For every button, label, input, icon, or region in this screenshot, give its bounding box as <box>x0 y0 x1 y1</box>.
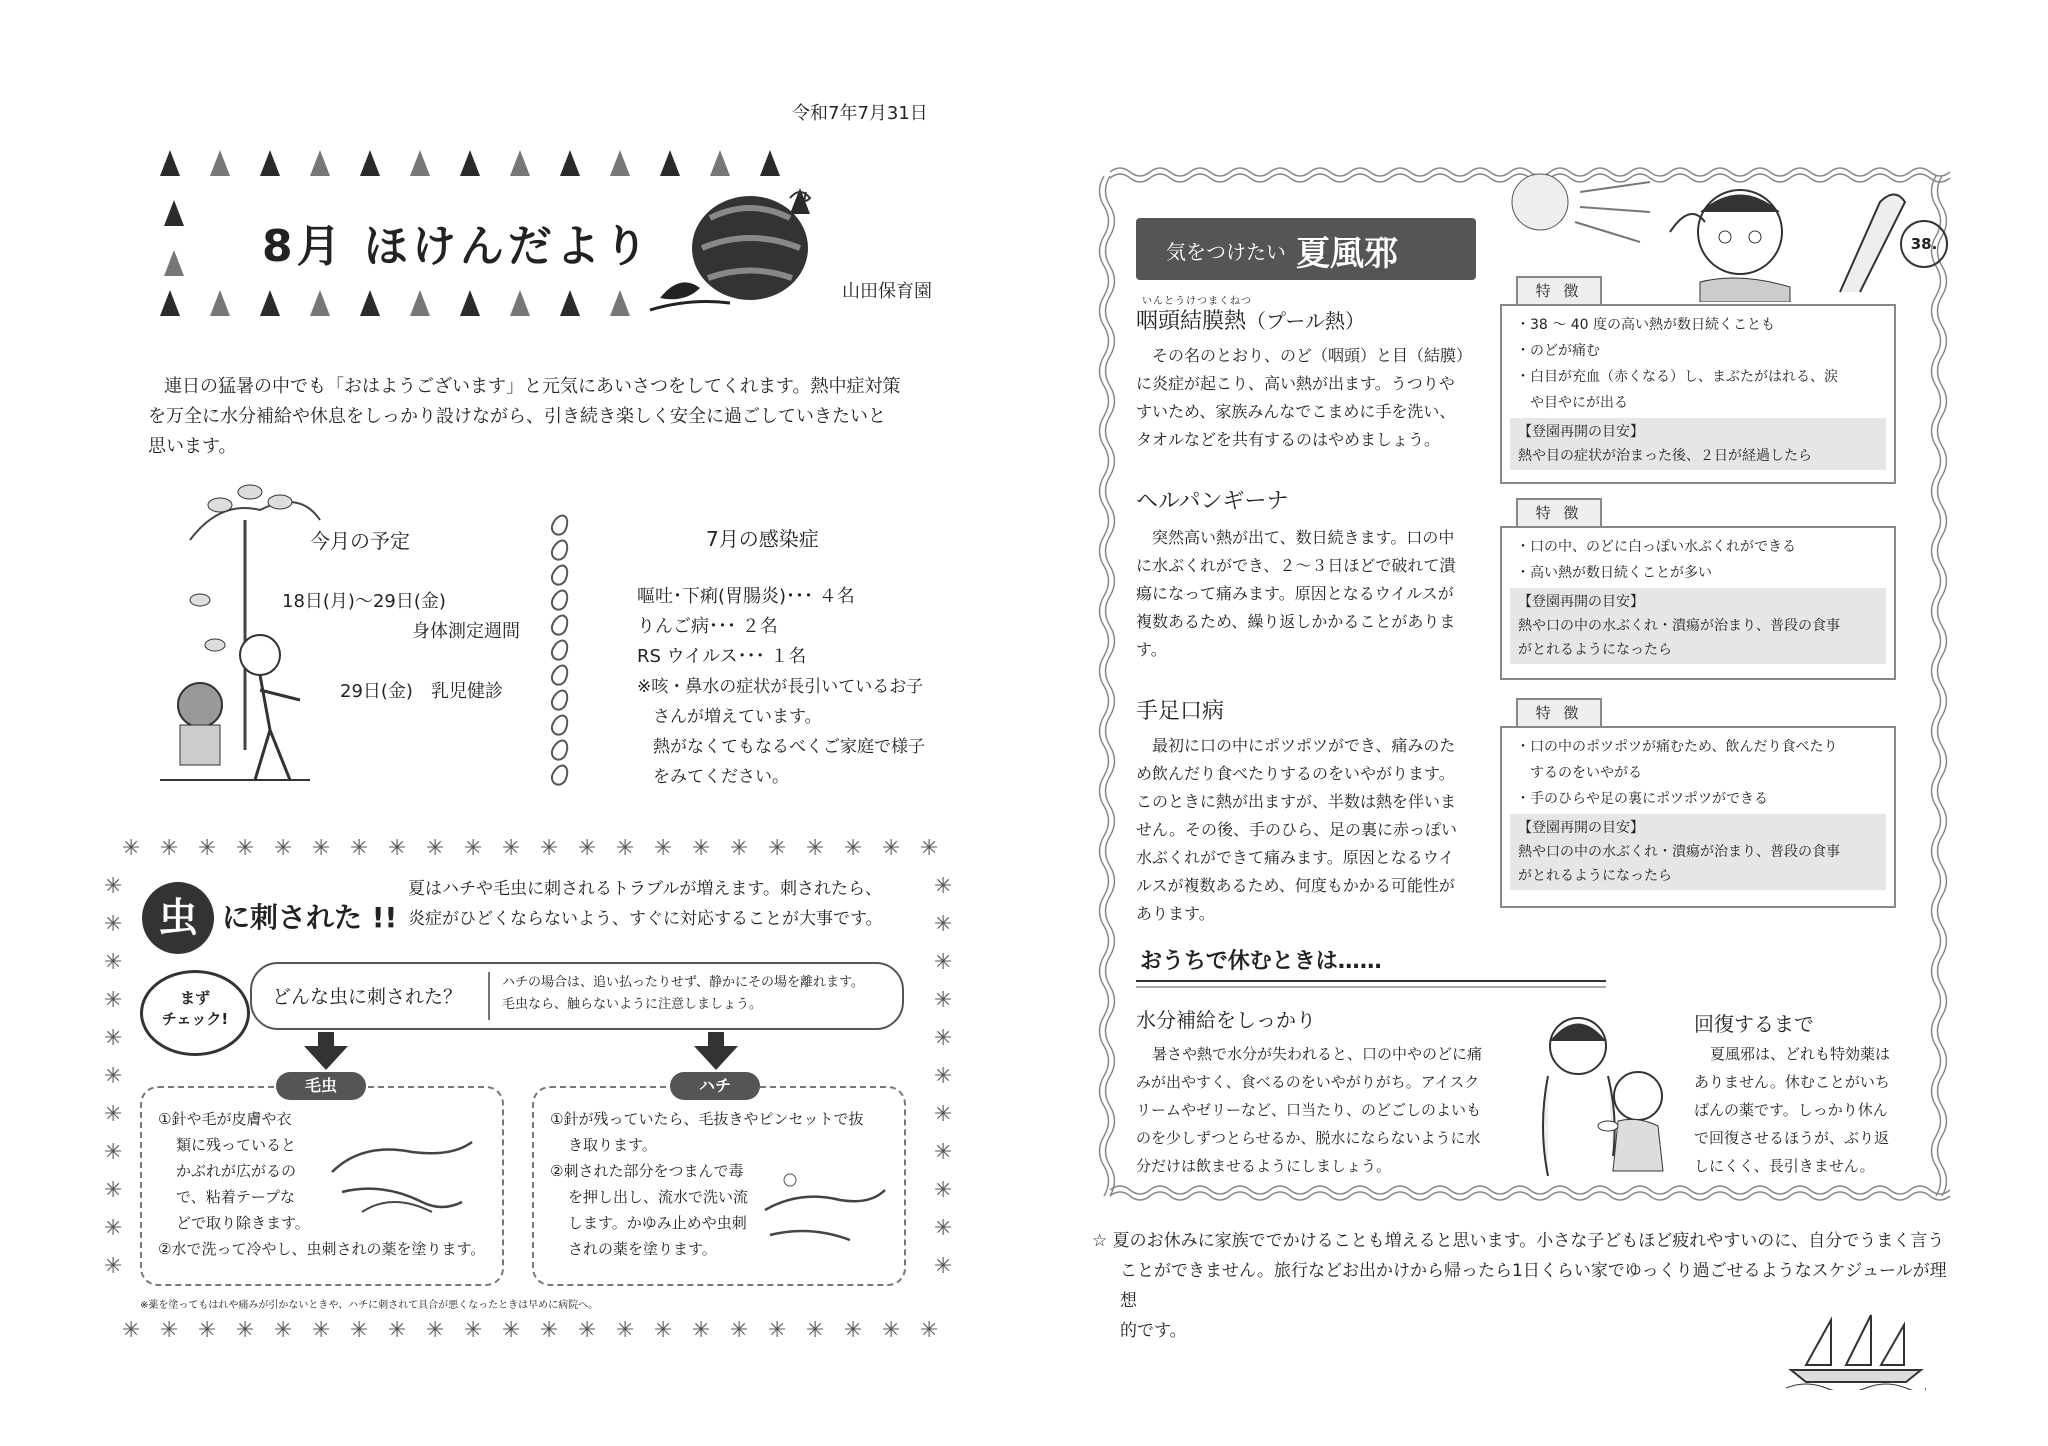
pool-reentry: 【登園再開の目安】 熱や目の症状が治まった後、２日が経過したら <box>1510 418 1886 470</box>
star-icon: ✳ <box>730 836 749 861</box>
water-title: 水分補給をしっかり <box>1136 1008 1316 1032</box>
intro-paragraph: 連日の猛暑の中でも「おはようございます」と元気にあいさつをしてくれます。熱中症対策 を万全に水分補給や休息をしっかり設けながら、引き続き楽しく安全に過ごしていきたいと 思います。 <box>148 376 901 457</box>
star-icon: ✳ <box>104 1216 123 1241</box>
star-icon: ✳ <box>350 1318 369 1343</box>
star-icon: ✳ <box>104 874 123 899</box>
check-badge: まず チェック! <box>140 970 250 1056</box>
star-icon: ✳ <box>350 836 369 861</box>
caterpillar-text: ①針や毛が皮膚や衣 類に残っていると かぶれが広がるの で、粘着テープな どで取り除きます。 ②水で洗って冷やし、虫刺されの薬を塗ります。 <box>158 1110 486 1258</box>
star-icon: ✳ <box>540 836 559 861</box>
star-icon: ✳ <box>768 1318 787 1343</box>
star-icon: ✳ <box>882 1318 901 1343</box>
star-icon: ✳ <box>844 1318 863 1343</box>
star-icon: ✳ <box>104 1254 123 1279</box>
pool-feature-tab: 特 徴 <box>1516 276 1602 304</box>
star-icon: ✳ <box>104 1140 123 1165</box>
newsletter-title: 8月 ほけんだより <box>262 221 652 272</box>
star-icon: ✳ <box>198 836 217 861</box>
star-icon: ✳ <box>934 1140 953 1165</box>
question-answer: ハチの場合は、追い払ったりせず、静かにその場を離れます。 毛虫なら、触らないように注意しましょう。 <box>502 975 864 1012</box>
hfmd-feature-tab: 特 徴 <box>1516 698 1602 726</box>
bug-title: に刺された !! <box>222 901 398 934</box>
star-icon: ✳ <box>426 836 445 861</box>
schedule-heading: 今月の予定 <box>310 529 410 553</box>
star-icon: ✳ <box>312 1318 331 1343</box>
star-icon: ✳ <box>934 1026 953 1051</box>
herpangina-feature-tab: 特 徴 <box>1516 498 1602 526</box>
star-icon: ✳ <box>882 836 901 861</box>
herpangina-feature-box: ・口の中、のどに白っぽい水ぶくれができる ・高い熱が数日続くことが多い 【登園再開の目安】 熱や口の中の水ぶくれ・潰瘍が治まり、普段の食事 がとれるようになったら <box>1500 526 1896 680</box>
star-icon: ✳ <box>654 836 673 861</box>
herpangina-body: 突然高い熱が出て、数日続きます。口の中 に水ぶくれができ、２～３日ほどで破れて潰 瘍になって痛みます。原因となるウイルスが 複数あるため、繰り返しかかることがありま す。 <box>1136 528 1456 659</box>
star-icon: ✳ <box>934 1064 953 1089</box>
star-icon: ✳ <box>388 836 407 861</box>
bee-text: ①針が残っていたら、毛抜きやピンセットで抜 き取ります。 ②刺された部分をつまんで毒 を押し出し、流水で洗い流 します。かゆみ止めや虫刺 されの薬を塗ります。 <box>550 1110 864 1258</box>
star-icon: ✳ <box>464 1318 483 1343</box>
recover-body: 夏風邪は、どれも特効薬は ありません。休むことがいち ばんの薬です。しっかり休ん で回復させるほうが、ぶり返 しにくく、長引きません。 <box>1694 1045 1891 1175</box>
schedule-line-2: 身体測定週間 <box>412 621 520 642</box>
rest-heading-rule <box>1136 980 1606 988</box>
star-icon: ✳ <box>934 1254 953 1279</box>
star-icon: ✳ <box>312 836 331 861</box>
schedule-line-3: 29日(金) 乳児健診 <box>340 681 503 702</box>
school-name: 山田保育園 <box>842 281 932 302</box>
star-icon: ✳ <box>502 836 521 861</box>
closing-note: ☆ 夏のお休みに家族ででかけることも増えると思います。小さな子どもほど疲れやすいのに、自分でうまく言う ことができません。旅行などお出かけから帰ったら1日くらい家でゆっくり過ごせるようなスケジュールが理想 的です。 <box>1092 1231 1947 1341</box>
star-icon: ✳ <box>934 988 953 1013</box>
question-text: どんな虫に刺された？ <box>272 986 463 1008</box>
summer-cold-banner: 気をつけたい 夏風邪 <box>1136 218 1476 280</box>
star-icon: ✳ <box>920 836 939 861</box>
water-body: 暑さや熱で水分が失われると、口の中やのどに痛 みが出やすく、食べるのをいやがりがち。アイスク リームやゼリーなど、口当たり、のどごしのよいも のを少しずつとらせるか、脱水にならないように水 分だけは飲ませるようにしましょう。 <box>1136 1045 1483 1175</box>
issue-date: 令和7年7月31日 <box>792 103 928 124</box>
bug-title-badge: 虫 <box>142 882 214 954</box>
star-icon: ✳ <box>464 836 483 861</box>
hfmd-reentry: 【登園再開の目安】 熱や口の中の水ぶくれ・潰瘍が治まり、普段の食事 がとれるようになったら <box>1510 814 1886 890</box>
herpangina-title: ヘルパンギーナ <box>1136 489 1289 514</box>
star-icon: ✳ <box>654 1318 673 1343</box>
star-icon: ✳ <box>934 912 953 937</box>
infection-heading: 7月の感染症 <box>706 527 819 551</box>
star-icon: ✳ <box>274 836 293 861</box>
star-icon: ✳ <box>236 1318 255 1343</box>
caterpillar-label: 毛虫 <box>276 1072 366 1100</box>
star-icon: ✳ <box>616 836 635 861</box>
star-icon: ✳ <box>934 950 953 975</box>
star-icon: ✳ <box>104 1026 123 1051</box>
star-icon: ✳ <box>806 1318 825 1343</box>
bee-label: ハチ <box>670 1072 760 1100</box>
pool-fever-body: その名のとおり、のど（咽頭）と目（結膜） に炎症が起こり、高い熱が出ます。うつりや すいため、家族みんなでこまめに手を洗い、 タオルなどを共有するのはやめましょう。 <box>1136 346 1473 449</box>
star-icon: ✳ <box>692 836 711 861</box>
mother-child-illustration <box>1508 1006 1688 1176</box>
star-icon: ✳ <box>104 1178 123 1203</box>
star-icon: ✳ <box>578 836 597 861</box>
recover-title: 回復するまで <box>1694 1012 1814 1036</box>
star-icon: ✳ <box>160 1318 179 1343</box>
hfmd-feature-box: ・口の中のポツポツが痛むため、飲んだり食べたり するのをいやがる ・手のひらや足の裏にポツポツができる 【登園再開の目安】 熱や口の中の水ぶくれ・潰瘍が治まり、普段の食事 がとれるようになったら <box>1500 726 1896 908</box>
star-icon: ✳ <box>104 1064 123 1089</box>
star-icon: ✳ <box>692 1318 711 1343</box>
star-icon: ✳ <box>578 1318 597 1343</box>
star-icon: ✳ <box>730 1318 749 1343</box>
star-icon: ✳ <box>274 1318 293 1343</box>
star-icon: ✳ <box>122 1318 141 1343</box>
herpangina-reentry: 【登園再開の目安】 熱や口の中の水ぶくれ・潰瘍が治まり、普段の食事 がとれるようになったら <box>1510 588 1886 664</box>
star-icon: ✳ <box>198 1318 217 1343</box>
pool-feature-box: ・38 ～ 40 度の高い熱が数日続くことも ・のどが痛む ・白目が充血（赤くなる）し、まぶたがはれる、涙 や目やにが出る 【登園再開の目安】 熱や目の症状が治まった後、２日が経過したら <box>1500 304 1896 484</box>
bug-description: 夏はハチや毛虫に刺されるトラブルが増えます。刺されたら、 炎症がひどくならないよう、すぐに対応することが大事です。 <box>408 879 883 929</box>
star-icon: ✳ <box>502 1318 521 1343</box>
star-icon: ✳ <box>104 1102 123 1127</box>
star-icon: ✳ <box>104 988 123 1013</box>
bug-footnote: ※薬を塗ってもはれや痛みが引かないときや、ハチに刺されて具合が悪くなったときは早めに病院へ。 <box>140 1300 599 1311</box>
star-icon: ✳ <box>426 1318 445 1343</box>
star-icon: ✳ <box>160 836 179 861</box>
pool-fever-ruby: いんとうけつまくねつ <box>1142 296 1252 307</box>
star-icon: ✳ <box>934 1102 953 1127</box>
pool-fever-title: 咽頭結膜熱（プール熱） <box>1136 309 1366 334</box>
star-icon: ✳ <box>616 1318 635 1343</box>
star-icon: ✳ <box>388 1318 407 1343</box>
star-icon: ✳ <box>934 1216 953 1241</box>
star-icon: ✳ <box>122 836 141 861</box>
thermometer-badge: 38. <box>1900 220 1948 268</box>
infection-list: 嘔吐･下痢(胃腸炎)･･･ ４名 りんご病･･･ ２名 RS ウイルス･･･ １名 ※咳・鼻水の症状が長引いているお子 さんが増えています。 熱がなくてもなるべくご家庭で様子 をみてください。 <box>637 586 925 787</box>
schedule-line-1: 18日(月)～29日(金) <box>282 591 446 612</box>
star-icon: ✳ <box>934 874 953 899</box>
hfmd-body: 最初に口の中にポツポツができ、痛みのた め飲んだり食べたりするのをいやがります。 このときに熱が出ますが、半数は熱を伴いま せん。その後、手のひら、足の裏に赤っぽい 水ぶくれができて痛みます。原因となるウイ ルスが複数あるため、何度もかかる可能性が あります。 <box>1136 736 1457 923</box>
star-icon: ✳ <box>844 836 863 861</box>
star-icon: ✳ <box>104 950 123 975</box>
star-icon: ✳ <box>934 1178 953 1203</box>
hfmd-title: 手足口病 <box>1136 699 1225 724</box>
star-icon: ✳ <box>104 912 123 937</box>
star-icon: ✳ <box>768 836 787 861</box>
star-icon: ✳ <box>920 1318 939 1343</box>
rest-heading: おうちで休むときは…… <box>1140 949 1382 974</box>
star-icon: ✳ <box>236 836 255 861</box>
sailboat-illustration <box>1786 1310 1926 1390</box>
star-icon: ✳ <box>540 1318 559 1343</box>
star-icon: ✳ <box>806 836 825 861</box>
